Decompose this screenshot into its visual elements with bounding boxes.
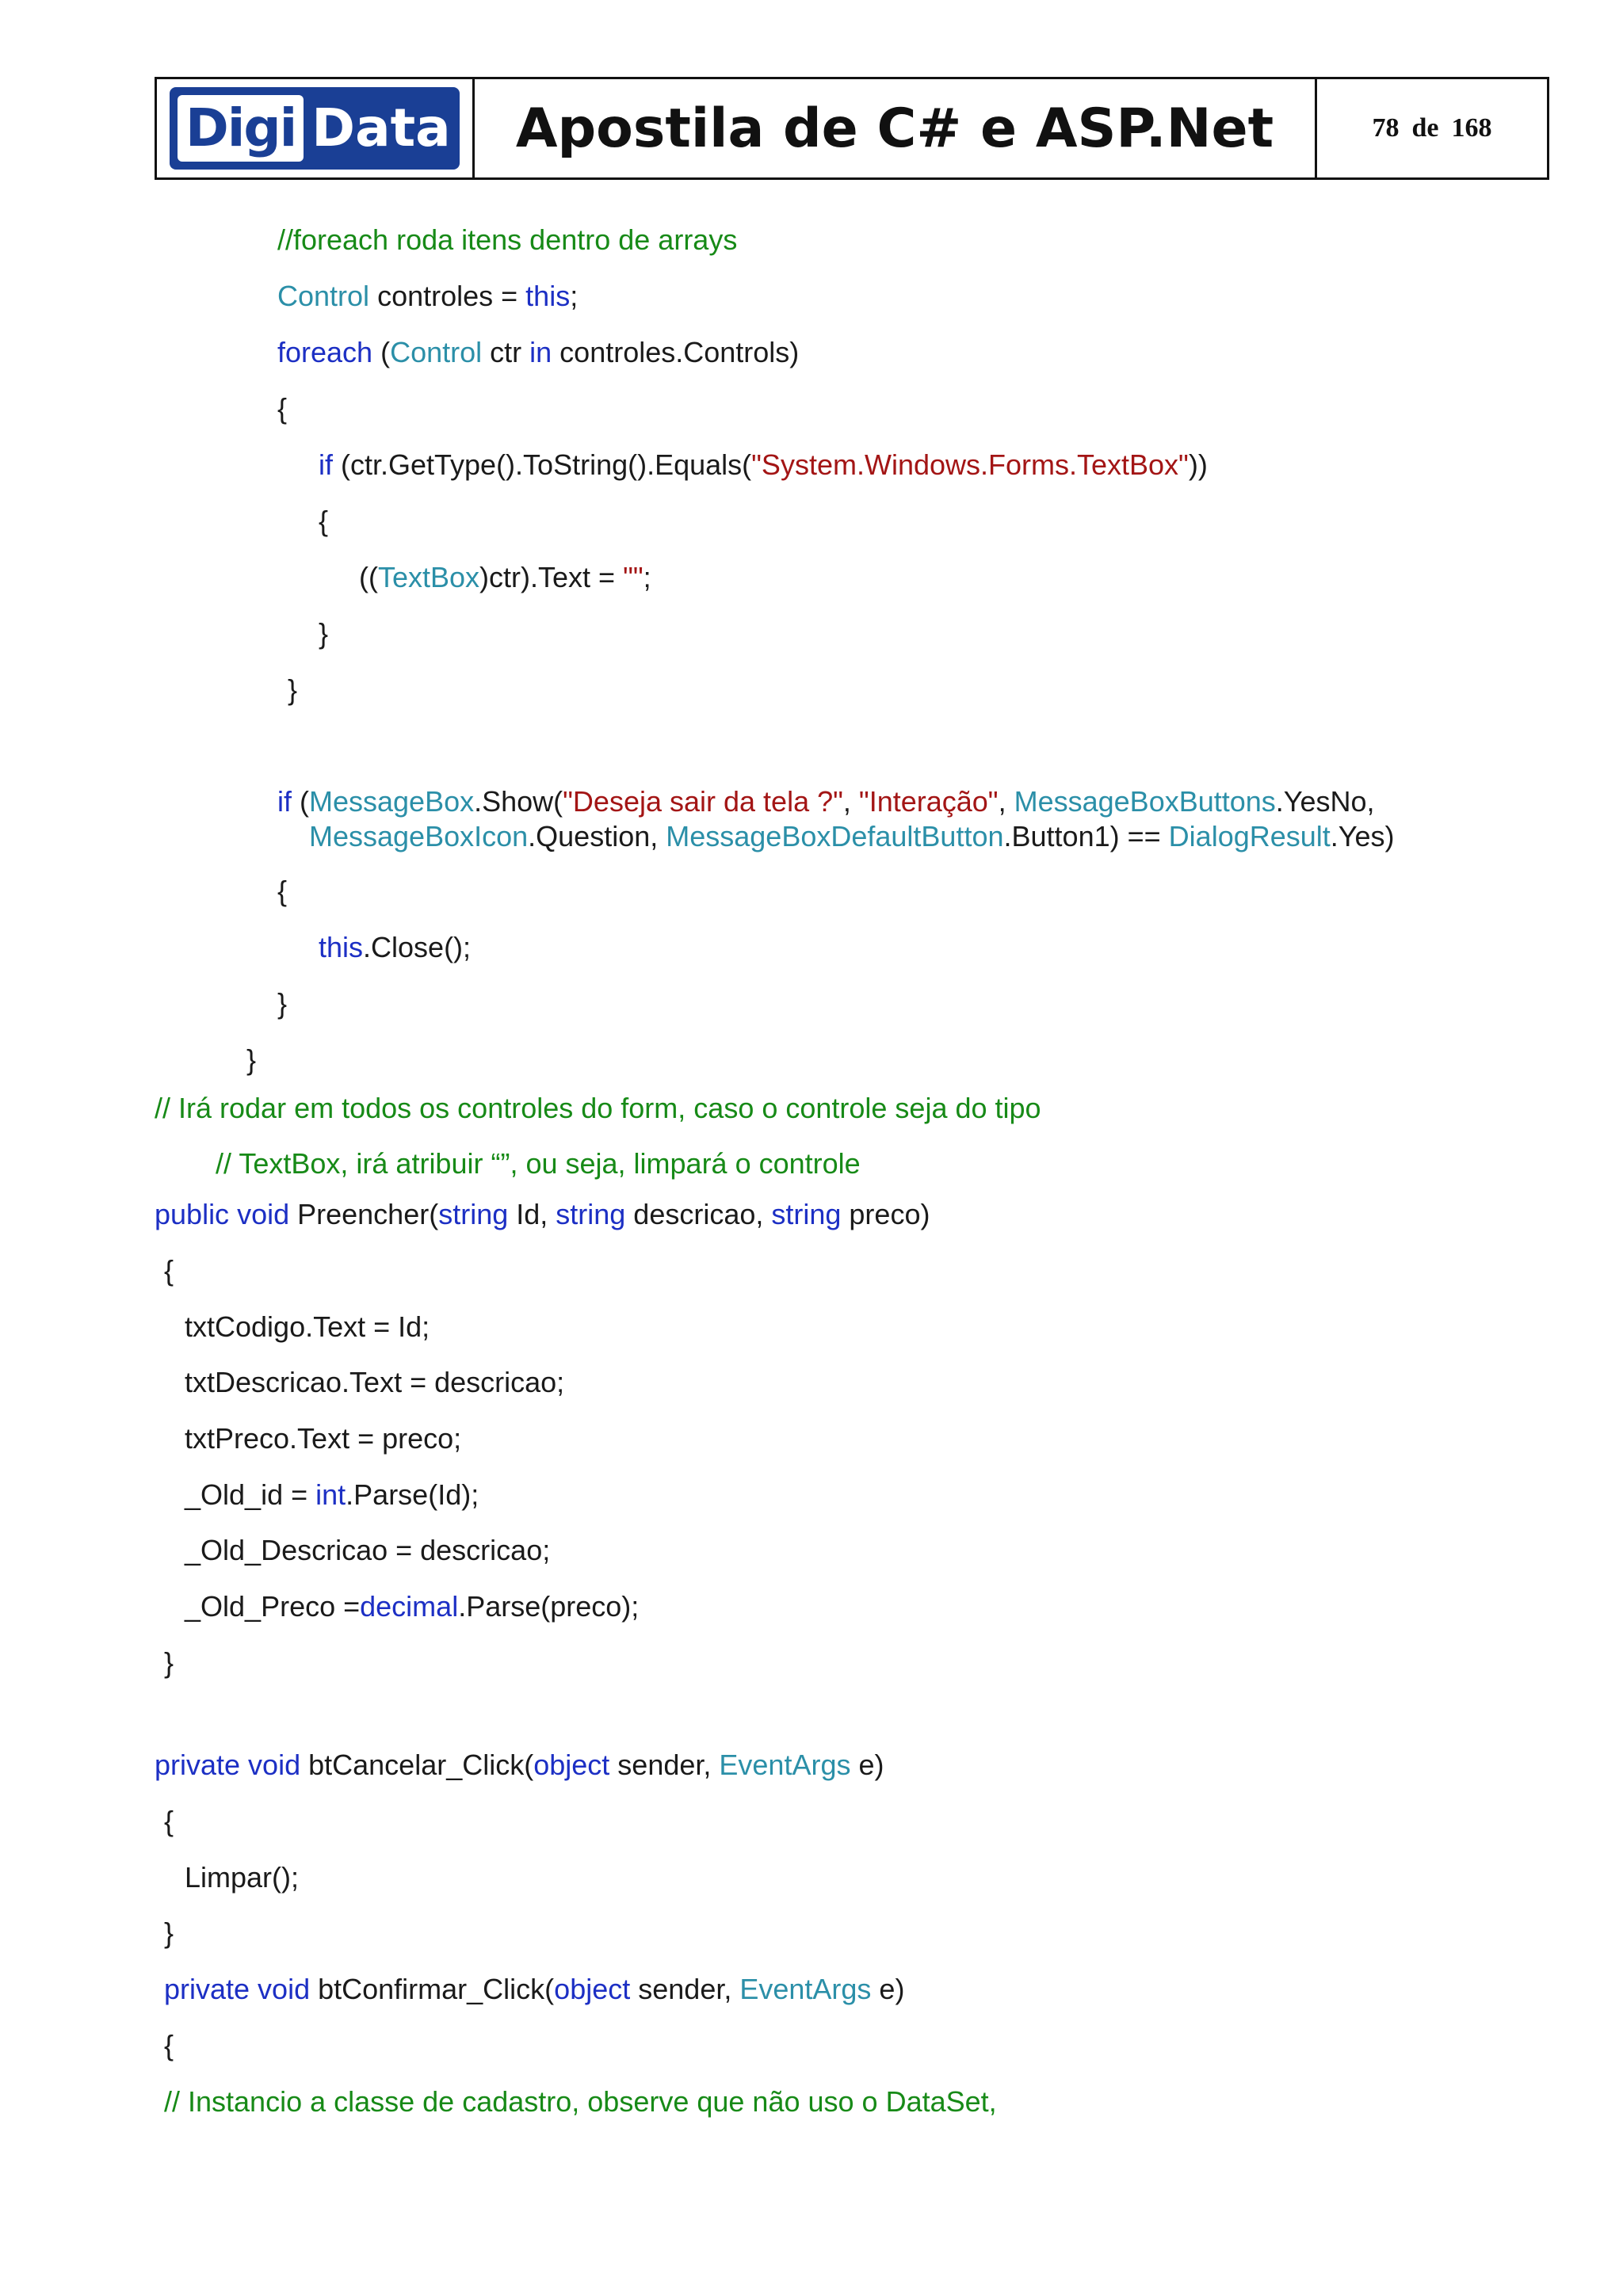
code-token: preco) xyxy=(841,1198,930,1230)
code-token: Id, xyxy=(508,1198,556,1230)
code-token: , xyxy=(998,785,1014,818)
code-line xyxy=(185,1478,479,1512)
code-token: Control xyxy=(277,280,370,312)
code-line: // Instancio a classe de cadastro, observe que não uso o DataSet, xyxy=(164,2085,997,2118)
code-token: private void xyxy=(155,1749,301,1781)
code-token: MessageBox xyxy=(309,785,475,818)
code-token: MessageBoxIcon xyxy=(309,820,529,852)
code-token: e) xyxy=(871,1973,905,2005)
code-line xyxy=(164,1973,904,2006)
code-line: } xyxy=(288,673,298,706)
code-token: string xyxy=(556,1198,626,1230)
code-token: (ctr.GetType().ToString().Equals( xyxy=(333,448,752,481)
page-separator: de xyxy=(1411,113,1439,143)
code-token: string xyxy=(771,1198,842,1230)
code-line xyxy=(155,1198,930,1231)
code-token: int xyxy=(315,1478,346,1511)
code-token: if xyxy=(277,785,292,818)
code-token: DialogResult xyxy=(1168,820,1331,852)
code-token: Control xyxy=(390,336,483,368)
logo-text-digi: Digi xyxy=(178,95,304,162)
code-token: .Yes) xyxy=(1330,820,1395,852)
code-token: foreach xyxy=(277,336,373,368)
code-token: ctr xyxy=(482,336,530,368)
code-token: if xyxy=(319,448,333,481)
code-line: txtDescricao.Text = descricao; xyxy=(185,1366,565,1398)
code-token: ( xyxy=(372,336,391,368)
code-token: public void xyxy=(155,1198,290,1230)
code-line: } xyxy=(164,1646,174,1679)
code-token: descricao, xyxy=(625,1198,772,1230)
code-token: )ctr).Text = xyxy=(479,561,624,593)
code-token: ( xyxy=(292,785,309,818)
code-token: ; xyxy=(643,561,651,593)
code-token: controles = xyxy=(369,280,526,312)
code-token: string xyxy=(438,1198,509,1230)
code-line: { xyxy=(319,505,329,537)
code-line: { xyxy=(277,875,288,907)
code-token: "Interação" xyxy=(858,785,999,818)
code-line: } xyxy=(319,617,329,650)
code-token: in xyxy=(529,336,552,368)
code-token: object xyxy=(533,1749,610,1781)
code-line: Limpar(); xyxy=(185,1861,300,1894)
code-line xyxy=(359,561,651,594)
code-token: Preencher( xyxy=(289,1198,439,1230)
code-line: { xyxy=(164,1254,174,1287)
code-token: .Close(); xyxy=(363,931,472,963)
code-token: .Button1) == xyxy=(1003,820,1169,852)
code-token: "Deseja sair da tela ?" xyxy=(563,785,843,818)
code-line: } xyxy=(277,987,288,1020)
code-token: (( xyxy=(359,561,378,593)
code-line: // Irá rodar em todos os controles do form, caso o controle seja do tipo xyxy=(155,1092,1041,1124)
code-line xyxy=(319,448,1208,482)
code-token: sender, xyxy=(609,1749,720,1781)
code-line xyxy=(185,1590,639,1623)
code-token: EventArgs xyxy=(719,1749,851,1781)
code-line: { xyxy=(164,1805,174,1837)
code-token: ; xyxy=(570,280,579,312)
code-line: } xyxy=(246,1043,257,1076)
code-token: e) xyxy=(850,1749,884,1781)
code-token: .YesNo, xyxy=(1275,785,1375,818)
code-line xyxy=(319,931,471,964)
code-token: MessageBoxButtons xyxy=(1014,785,1276,818)
page-total: 168 xyxy=(1451,113,1492,143)
code-token: _Old_Preco = xyxy=(185,1590,361,1623)
code-token: .Parse(preco); xyxy=(458,1590,640,1623)
code-token: )) xyxy=(1188,448,1208,481)
code-line: txtCodigo.Text = Id; xyxy=(185,1310,430,1343)
logo-text-data: Data xyxy=(311,97,451,158)
code-token: _Old_id = xyxy=(185,1478,316,1511)
code-token: private void xyxy=(164,1973,311,2005)
code-token: .Parse(Id); xyxy=(346,1478,479,1511)
code-token: "" xyxy=(623,561,643,593)
code-token: TextBox xyxy=(377,561,480,593)
code-token: "System.Windows.Forms.TextBox" xyxy=(751,448,1189,481)
code-token: btCancelar_Click( xyxy=(300,1749,534,1781)
code-line xyxy=(277,785,1375,818)
code-token: .Question, xyxy=(528,820,666,852)
code-token: .Show( xyxy=(474,785,563,818)
code-token: this xyxy=(525,280,571,312)
code-token: btConfirmar_Click( xyxy=(310,1973,555,2005)
document-title: Apostila de C# e ASP.Net xyxy=(475,79,1317,177)
code-token: this xyxy=(319,931,364,963)
code-token: , xyxy=(842,785,859,818)
code-line: { xyxy=(164,2029,174,2061)
code-line: txtPreco.Text = preco; xyxy=(185,1422,462,1455)
code-line xyxy=(277,280,578,313)
code-line: _Old_Descricao = descricao; xyxy=(185,1534,551,1566)
code-line xyxy=(309,820,1395,853)
code-token: controles.Controls) xyxy=(552,336,800,368)
code-token: MessageBoxDefaultButton xyxy=(666,820,1004,852)
code-token: decimal xyxy=(360,1590,459,1623)
code-token: EventArgs xyxy=(739,1973,872,2005)
code-line xyxy=(277,336,799,369)
code-line: } xyxy=(164,1917,174,1949)
code-line: // TextBox, irá atribuir “”, ou seja, limpará o controle xyxy=(216,1147,861,1180)
code-token: sender, xyxy=(630,1973,740,2005)
code-line: //foreach roda itens dentro de arrays xyxy=(277,223,738,256)
page-current: 78 xyxy=(1372,113,1400,143)
code-line xyxy=(155,1749,884,1782)
code-line: { xyxy=(277,392,288,425)
code-token: object xyxy=(554,1973,631,2005)
